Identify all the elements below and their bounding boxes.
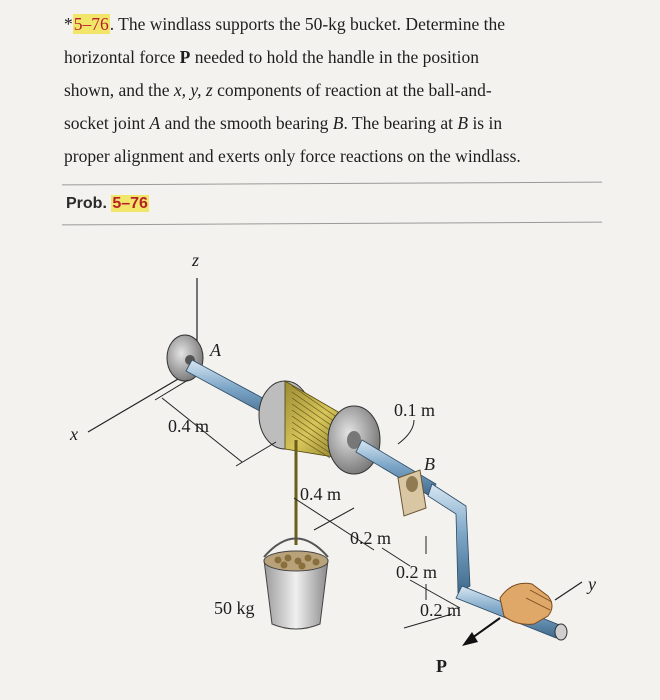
prob-label (66, 195, 149, 213)
divider-bottom (62, 222, 602, 226)
problem-line-1: The windlass supports the 50-kg bucket. Determine the (114, 14, 506, 34)
problem-line-4d: is in (468, 113, 503, 133)
problem-star: * (64, 14, 73, 34)
label-x-axis: x (70, 424, 78, 444)
symbol-A: A (149, 113, 161, 133)
label-dim-0-2-c: 0.2 m (420, 600, 462, 620)
bearing-hole (406, 476, 418, 492)
problem-line-4b: and the smooth bearing (160, 113, 333, 133)
xyz-symbols: x, y, z (173, 80, 213, 100)
bucket (264, 539, 328, 630)
label-dim-0-1: 0.1 m (394, 400, 436, 420)
force-symbol-P: P (179, 47, 191, 67)
problem-line-5: proper alignment and exerts only force reactions on the windlass. (64, 146, 521, 166)
problem-line-4a: socket joint (64, 113, 150, 133)
label-dim-0-4-b: 0.4 m (300, 484, 342, 504)
symbol-B-2: B (457, 113, 469, 133)
windlass-figure (0, 228, 660, 700)
problem-number-period: . (109, 14, 115, 34)
windlass-drum (259, 381, 380, 474)
label-point-B: B (424, 454, 435, 474)
problem-line-3b: components of reaction at the ball-and- (212, 80, 492, 100)
label-z-axis: z (192, 250, 200, 270)
label-dim-0-2-a: 0.2 m (350, 528, 392, 548)
label-point-A: A (210, 340, 221, 360)
label-force-P: P (436, 656, 447, 676)
problem-line-2b: needed to hold the handle in the position (190, 47, 480, 67)
y-axis-line (555, 582, 582, 600)
divider-top (62, 182, 602, 186)
label-dim-0-2-b: 0.2 m (396, 562, 438, 582)
label-dim-0-4-a: 0.4 m (168, 416, 210, 436)
problem-line-3a: shown, and the (64, 80, 174, 100)
label-mass: 50 kg (214, 598, 255, 618)
prob-prefix: Prob. (66, 195, 112, 212)
label-y-axis: y (588, 574, 596, 594)
problem-line-2a: horizontal force (64, 47, 180, 67)
symbol-B: B (332, 113, 344, 133)
problem-number: 5–76 (73, 14, 109, 34)
problem-line-4c: . The bearing at (343, 113, 458, 133)
prob-number: 5–76 (112, 195, 148, 212)
force-arrow-P (462, 618, 500, 646)
hand (500, 583, 552, 624)
problem-statement (64, 8, 624, 173)
